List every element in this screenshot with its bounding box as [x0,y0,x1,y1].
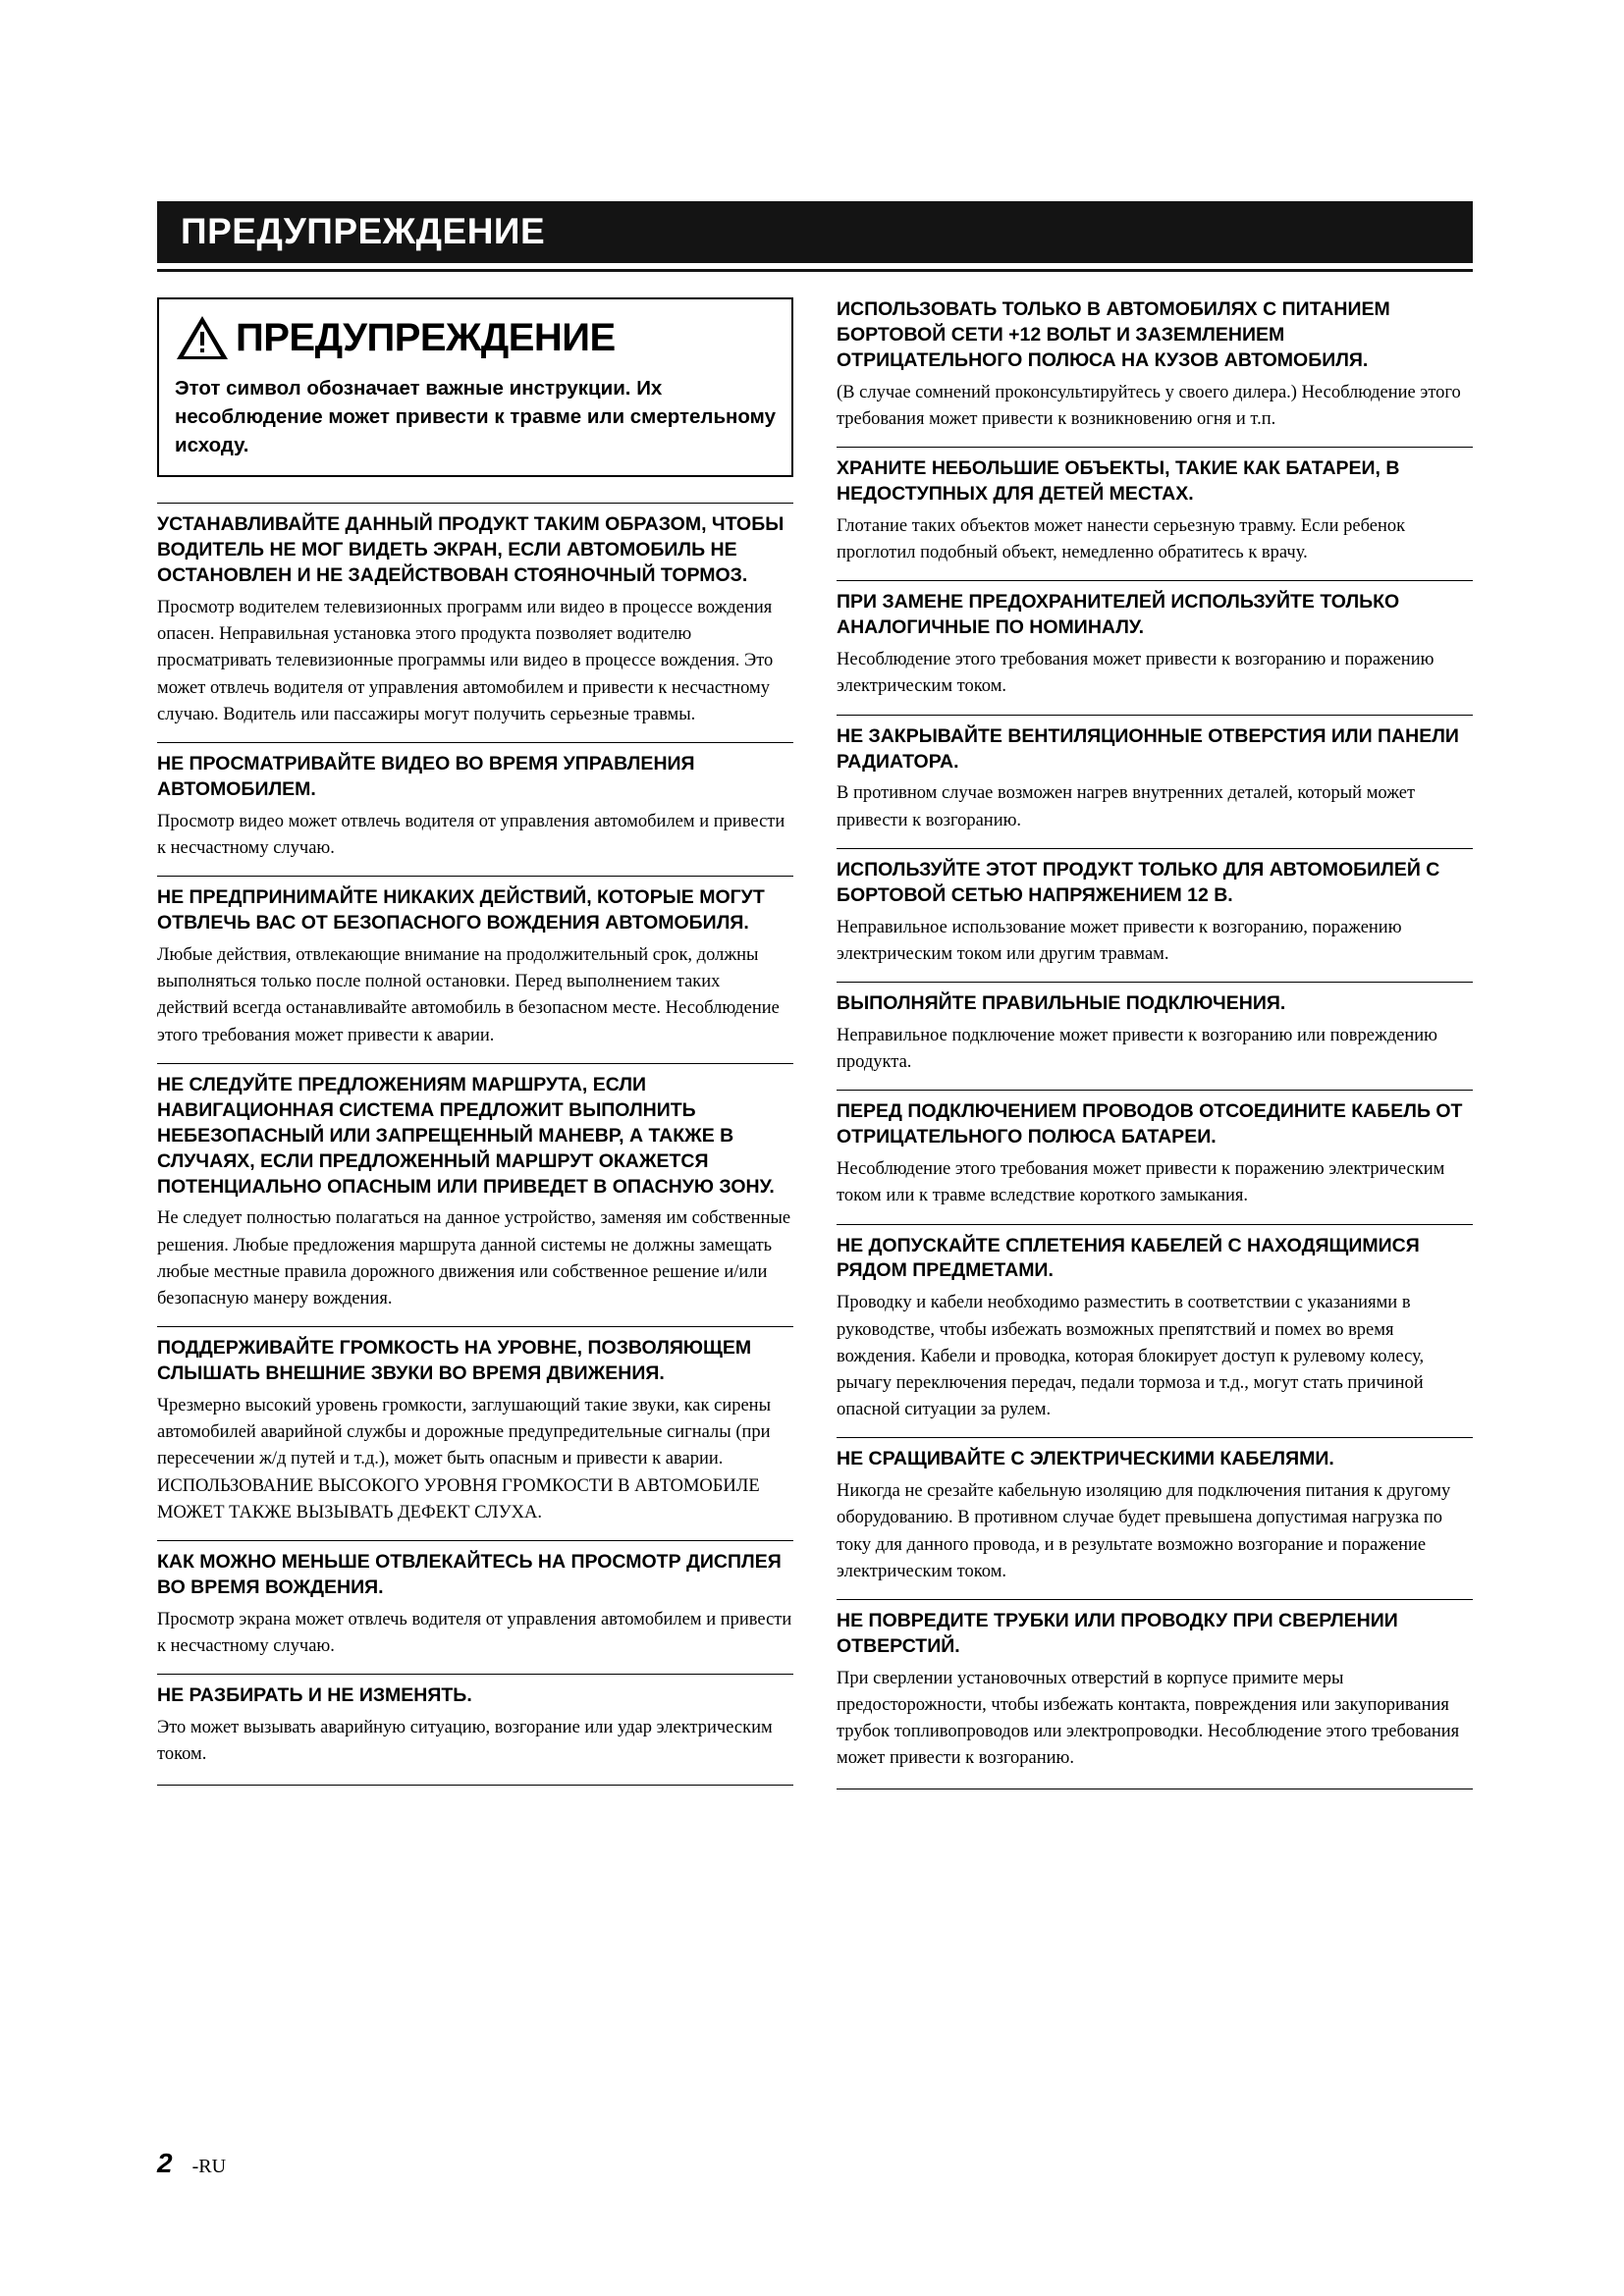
warning-triangle-icon [175,313,230,362]
page-content [157,201,1473,1789]
left-column [157,297,793,1789]
section-body: Чрезмерно высокий уровень громкости, заглушающий такие звуки, как сирены автомобилей аварийной службы и дорожные предупредительные сигналы (при пересечении ж/д путей и т.д.), может быть опасным и привести к аварии. ИСПОЛЬЗОВАНИЕ ВЫСОКОГО УРОВНЯ ГРОМКОСТИ В АВТОМОБИЛЕ МОЖЕТ ТАКЖЕ ВЫЗЫВАТЬ ДЕФЕКТ СЛУХА. [157,1396,772,1522]
warning-section [837,297,1473,433]
section-body: Это может вызывать аварийную ситуацию, возгорание или удар электрическим током. [157,1718,773,1765]
section-heading: ВЫПОЛНЯЙТЕ ПРАВИЛЬНЫЕ ПОДКЛЮЧЕНИЯ. [837,992,1286,1015]
title-divider [157,269,1473,272]
section-body: Просмотр экрана может отвлечь водителя от управления автомобилем и привести к несчастному случаю. [157,1609,792,1657]
warning-section [837,1224,1473,1424]
two-column-body [157,297,1473,1789]
warning-section [157,1540,793,1660]
section-heading: НЕ СРАЩИВАЙТЕ С ЭЛЕКТРИЧЕСКИМИ КАБЕЛЯМИ. [837,1448,1334,1470]
left-column-end-divider [157,1785,793,1786]
warning-section [837,447,1473,566]
section-heading: ПРИ ЗАМЕНЕ ПРЕДОХРАНИТЕЛЕЙ ИСПОЛЬЗУЙТЕ ТОЛЬКО АНАЛОГИЧНЫЕ ПО НОМИНАЛУ. [837,591,1400,639]
section-heading: НЕ ЗАКРЫВАЙТЕ ВЕНТИЛЯЦИОННЫЕ ОТВЕРСТИЯ ИЛИ ПАНЕЛИ РАДИАТОРА. [837,724,1459,773]
section-body: Неправильное использование может привести к возгоранию, поражению электрическим током или другим травмам. [837,917,1402,964]
section-heading: КАК МОЖНО МЕНЬШЕ ОТВЛЕКАЙТЕСЬ НА ПРОСМОТР ДИСПЛЕЯ ВО ВРЕМЯ ВОЖДЕНИЯ. [157,1550,782,1598]
section-heading: НЕ ПРОСМАТРИВАЙТЕ ВИДЕО ВО ВРЕМЯ УПРАВЛЕНИЯ АВТОМОБИЛЕМ. [157,753,695,800]
section-heading: НЕ ДОПУСКАЙТЕ СПЛЕТЕНИЯ КАБЕЛЕЙ С НАХОДЯЩИМИСЯ РЯДОМ ПРЕДМЕТАМИ. [837,1234,1420,1282]
right-column [837,297,1473,1789]
section-heading: ПЕРЕД ПОДКЛЮЧЕНИЕМ ПРОВОДОВ ОТСОЕДИНИТЕ КАБЕЛЬ ОТ ОТРИЦАТЕЛЬНОГО ПОЛЮСА БАТАРЕИ. [837,1100,1463,1148]
warning-section [837,715,1473,834]
section-body: Глотание таких объектов может нанести серьезную травму. Если ребенок проглотил подобный объект, немедленно обратитесь к врачу. [837,515,1406,563]
section-heading: ПОДДЕРЖИВАЙТЕ ГРОМКОСТЬ НА УРОВНЕ, ПОЗВОЛЯЮЩЕМ СЛЫШАТЬ ВНЕШНИЕ ЗВУКИ ВО ВРЕМЯ ДВИЖЕНИЯ. [157,1337,752,1385]
section-body: В противном случае возможен нагрев внутренних деталей, который может привести к возгоранию. [837,783,1416,830]
warning-box-header [175,313,776,362]
section-heading: НЕ СЛЕДУЙТЕ ПРЕДЛОЖЕНИЯМ МАРШРУТА, ЕСЛИ НАВИГАЦИОННАЯ СИСТЕМА ПРЕДЛОЖИТ ВЫПОЛНИТЬ НЕБЕЗОПАСНЫЙ ИЛИ ЗАПРЕЩЕННЫЙ МАНЕВР, А ТАКЖЕ В СЛУЧАЯХ, ЕСЛИ ПРЕДЛОЖЕННЫЙ МАРШРУТ ОКАЖЕТСЯ ПОТЕНЦИАЛЬНО ОПАСНЫМ ИЛИ ПРИВЕДЕТ В ОПАСНУЮ ЗОНУ. [157,1073,775,1198]
section-heading: НЕ ПРЕДПРИНИМАЙТЕ НИКАКИХ ДЕЙСТВИЙ, КОТОРЫЕ МОГУТ ОТВЛЕЧЬ ВАС ОТ БЕЗОПАСНОГО ВОЖДЕНИЯ АВТОМОБИЛЯ. [157,886,765,934]
warning-section [157,1326,793,1526]
section-heading: НЕ РАЗБИРАТЬ И НЕ ИЗМЕНЯТЬ. [157,1684,472,1707]
warning-section [837,982,1473,1076]
section-heading: ХРАНИТЕ НЕБОЛЬШИЕ ОБЪЕКТЫ, ТАКИЕ КАК БАТАРЕИ, В НЕДОСТУПНЫХ ДЛЯ ДЕТЕЙ МЕСТАХ. [837,457,1400,506]
warning-section [157,1063,793,1312]
section-body: Любые действия, отвлекающие внимание на продолжительный срок, должны выполняться только после полной остановки. Перед выполнением таких действий всегда останавливайте автомобиль в безопасном месте. Несоблюдение этого требования может привести к аварии. [157,945,780,1045]
section-body: Никогда не срезайте кабельную изоляцию для подключения питания к другому оборудованию. В противном случае будет превышена допустимая нагрузка по току для данного провода, и в результате возможно возгорание и поражение электрическим током. [837,1481,1451,1581]
section-heading: ИСПОЛЬЗУЙТЕ ЭТОТ ПРОДУКТ ТОЛЬКО ДЛЯ АВТОМОБИЛЕЙ С БОРТОВОЙ СЕТЬЮ НАПРЯЖЕНИЕМ 12 В. [837,858,1440,906]
section-body: При сверлении установочных отверстий в корпусе примите меры предосторожности, чтобы избежать контакта, повреждения или закупоривания трубок топливопроводов или электропроводки. Несоблюдение этого требования может привести к возгоранию. [837,1668,1460,1769]
warning-section [157,1674,793,1768]
page-number: 2 [157,2148,173,2178]
section-heading: ИСПОЛЬЗОВАТЬ ТОЛЬКО В АВТОМОБИЛЯХ С ПИТАНИЕМ БОРТОВОЙ СЕТИ +12 ВОЛЬТ И ЗАЗЕМЛЕНИЕМ ОТРИЦАТЕЛЬНОГО ПОЛЮСА НА КУЗОВ АВТОМОБИЛЯ. [837,298,1390,371]
warning-box-text: Этот символ обозначает важные инструкции. Их несоблюдение может привести к травме или смертельному исходу. [175,377,776,457]
warning-section [837,848,1473,968]
section-body: Просмотр видео может отвлечь водителя от управления автомобилем и привести к несчастному случаю. [157,811,785,859]
section-heading: УСТАНАВЛИВАЙТЕ ДАННЫЙ ПРОДУКТ ТАКИМ ОБРАЗОМ, ЧТОБЫ ВОДИТЕЛЬ НЕ МОГ ВИДЕТЬ ЭКРАН, ЕСЛИ АВТОМОБИЛЬ НЕ ОСТАНОВЛЕН И НЕ ЗАДЕЙСТВОВАН СТОЯНОЧНЫЙ ТОРМОЗ. [157,513,785,587]
section-body: Неправильное подключение может привести к возгоранию или повреждению продукта. [837,1025,1437,1073]
section-body: Проводку и кабели необходимо разместить в соответствии с указаниями в руководстве, чтобы избежать возможных препятствий и помех во время вождения. Кабели и проводка, которая блокирует доступ к рулевому колесу, рычагу переключения передач, педали тормоза и т.д., могут стать причиной опасной ситуации за рулем. [837,1293,1425,1420]
warning-section [157,876,793,1049]
section-body: Несоблюдение этого требования может привести к возгоранию и поражению электрическим током. [837,650,1435,697]
section-body: Не следует полностью полагаться на данное устройство, заменяя им собственные решения. Любые предложения маршрута данной системы не должны замещать любые местные правила дорожного движения или собственное решение и/или безопасную манеру вождения. [157,1208,791,1309]
language-code: -RU [191,2156,227,2177]
warning-section [837,1090,1473,1209]
page-footer [157,2148,226,2179]
warning-section [837,1437,1473,1585]
page-title: ПРЕДУПРЕЖДЕНИЕ [157,201,1473,263]
warning-section [157,503,793,728]
warning-section [837,580,1473,700]
warning-symbol-box [157,297,793,477]
section-body: (В случае сомнений проконсультируйтесь у своего дилера.) Несоблюдение этого требования может привести к возникновению огня и т.п. [837,382,1461,429]
section-body: Несоблюдение этого требования может привести к поражению электрическим током или к травме вследствие короткого замыкания. [837,1159,1445,1206]
warning-section [837,1599,1473,1773]
section-heading: НЕ ПОВРЕДИТЕ ТРУБКИ ИЛИ ПРОВОДКУ ПРИ СВЕРЛЕНИИ ОТВЕРСТИЙ. [837,1609,1398,1657]
section-body: Просмотр водителем телевизионных программ или видео в процессе вождения опасен. Неправильная установка этого продукта позволяет водителю просматривать телевизионные программы или видео в процессе вождения. Это может отвлечь водителя от управления автомобилем и привести к несчастному случаю. Водитель или пассажиры могут получить серьезные травмы. [157,598,774,724]
warning-box-title: ПРЕДУПРЕЖДЕНИЕ [236,316,616,359]
warning-section [157,742,793,862]
